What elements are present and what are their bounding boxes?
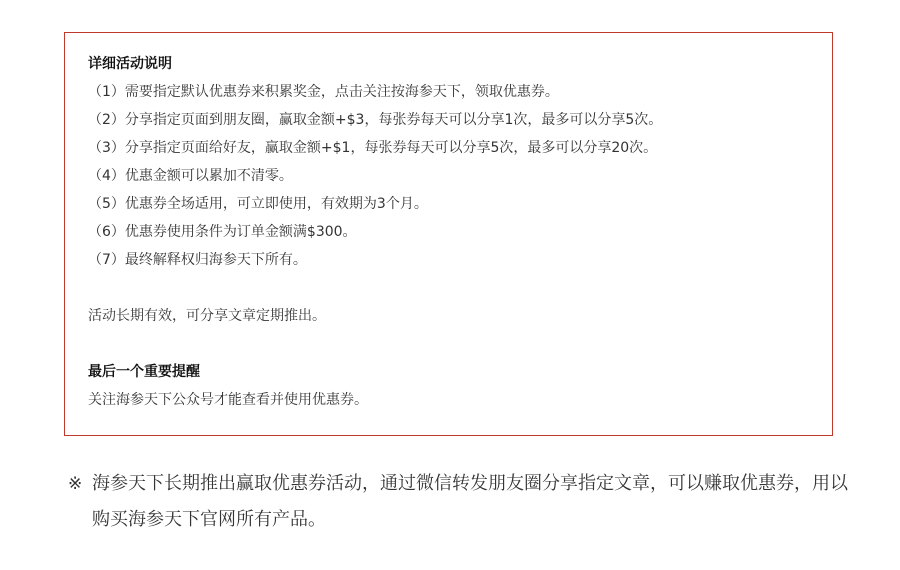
rule-item: （5）优惠券全场适用，可立即使用，有效期为3个月。 xyxy=(88,196,428,212)
rule-item: （4）优惠金额可以累加不清零。 xyxy=(88,168,293,184)
reminder-text: 关注海参天下公众号才能查看并使用优惠券。 xyxy=(88,392,368,408)
rule-item: （3）分享指定页面给好友，赢取金额+$1，每张券每天可以分享5次，最多可以分享20次。 xyxy=(88,140,658,156)
rule-list xyxy=(88,78,810,274)
reminder-title: 最后一个重要提醒 xyxy=(88,364,200,380)
rule-item: （7）最终解释权归海参天下所有。 xyxy=(88,252,307,268)
rule-item: （1）需要指定默认优惠券来积累奖金，点击关注按海参天下，领取优惠券。 xyxy=(88,84,559,100)
footnote-text: 海参天下长期推出赢取优惠券活动，通过微信转发朋友圈分享指定文章，可以赚取优惠券，用以购买海参天下官网所有产品。 xyxy=(92,473,848,530)
validity-text: 活动长期有效，可分享文章定期推出。 xyxy=(88,308,326,324)
rule-item: （2）分享指定页面到朋友圈，赢取金额+$3，每张券每天可以分享1次，最多可以分享5次。 xyxy=(88,112,663,128)
activity-details-box xyxy=(64,32,833,436)
reference-mark-icon: ※ xyxy=(68,474,83,494)
details-title: 详细活动说明 xyxy=(88,56,172,72)
footnote xyxy=(68,466,848,538)
rule-item: （6）优惠券使用条件为订单金额满$300。 xyxy=(88,224,357,240)
